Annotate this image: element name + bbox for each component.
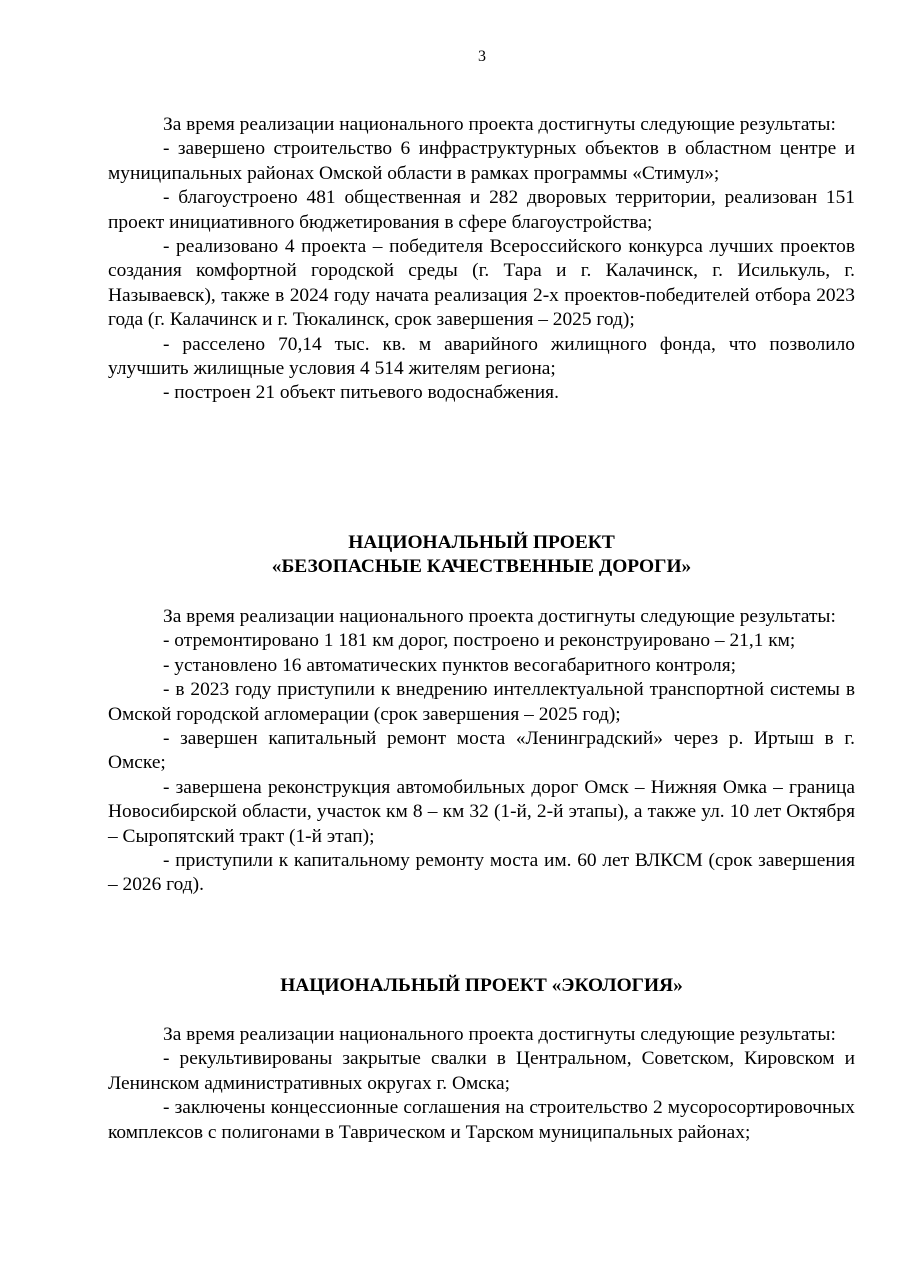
section-ecology	[108, 974, 855, 998]
section-heading-line: НАЦИОНАЛЬНЫЙ ПРОЕКТ «ЭКОЛОГИЯ»	[280, 975, 683, 996]
paragraph-intro: За время реализации национального проекта достигнуты следующие результаты:	[163, 606, 836, 627]
paragraph-list-item: - построен 21 объект питьевого водоснабжения.	[163, 382, 559, 404]
section-safe-roads-body	[108, 605, 855, 898]
paragraph-list-item: - приступили к капитальному ремонту моста им. 60 лет ВЛКСМ (срок завершения – 2026 год).	[108, 850, 855, 896]
paragraph-list-item: - завершена реконструкция автомобильных дорог Омск – Нижняя Омка – граница Новосибирской области, участок км 8 – км 32 (1-й, 2-й этапы), а также ул. 10 лет Октября – Сыропятский тракт (1-й этап);	[108, 776, 855, 847]
paragraph-list-item: - реализовано 4 проекта – победителя Всероссийского конкурса лучших проектов создания комфортной городской среды (г. Тара и г. Калачинск, г. Исилькуль, г. Называевск), также в 2024 году начата реализация 2-х проектов-победителей отбора 2023 года (г. Калачинск и г. Тюкалинск, срок завершения – 2025 год);	[108, 236, 855, 331]
paragraph-list-item: - завершено строительство 6 инфраструктурных объектов в областном центре и муниципальных районах Омской области в рамках программы «Стимул»;	[108, 138, 855, 184]
paragraph-list-item: - завершен капитальный ремонт моста «Ленинградский» через р. Иртыш в г. Омске;	[108, 728, 855, 774]
paragraph-list-item: - благоустроено 481 общественная и 282 дворовых территории, реализован 151 проект инициативного бюджетирования в сфере благоустройства;	[108, 187, 855, 233]
section-heading-line: «БЕЗОПАСНЫЕ КАЧЕСТВЕННЫЕ ДОРОГИ»	[271, 556, 692, 578]
paragraph-list-item: - заключены концессионные соглашения на строительство 2 мусоросортировочных комплексов с полигонами в Таврическом и Тарском муниципальных районах;	[108, 1097, 855, 1143]
paragraph-list-item: - расселено 70,14 тыс. кв. м аварийного жилищного фонда, что позволило улучшить жилищные условия 4 514 жителям региона;	[108, 333, 855, 380]
paragraph-intro: За время реализации национального проекта достигнуты следующие результаты:	[163, 1024, 836, 1045]
paragraph-intro: За время реализации национального проекта достигнуты следующие результаты:	[163, 114, 836, 135]
paragraph-list-item: - рекультивированы закрытые свалки в Центральном, Советском, Кировском и Ленинском административных округах г. Омска;	[108, 1048, 855, 1094]
paragraph-list-item: - отремонтировано 1 181 км дорог, построено и реконструировано – 21,1 км;	[163, 630, 796, 652]
section-heading-line: НАЦИОНАЛЬНЫЙ ПРОЕКТ	[348, 532, 615, 553]
page-number: 3	[478, 48, 486, 65]
section-results-continued	[108, 113, 855, 406]
paragraph-list-item: - в 2023 году приступили к внедрению интеллектуальной транспортной системы в Омской городской агломерации (срок завершения – 2025 год);	[108, 679, 855, 725]
section-safe-roads	[108, 531, 855, 580]
paragraph-list-item: - установлено 16 автоматических пунктов весогабаритного контроля;	[163, 654, 737, 676]
section-ecology-body	[108, 1023, 855, 1145]
